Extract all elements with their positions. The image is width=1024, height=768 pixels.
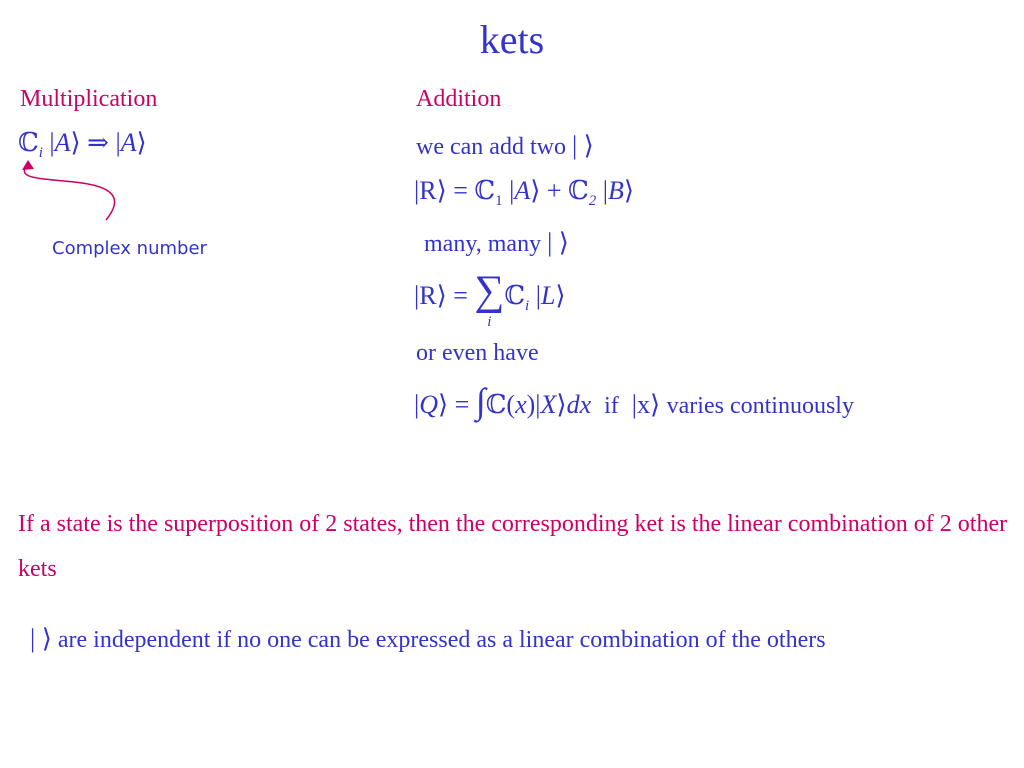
integral-symbol: ∫: [475, 381, 486, 421]
superposition-paragraph: If a state is the superposition of 2 states, then the corresponding ket is the linear combination of 2 other kets: [18, 511, 1008, 582]
ket-angle: ⟩: [70, 128, 81, 157]
summation-index: i: [487, 314, 492, 330]
slide-title: kets: [479, 17, 545, 62]
ket-bar: |: [414, 176, 420, 205]
differential-dx: dx: [566, 390, 592, 419]
coef-subscript: 1: [495, 193, 503, 209]
empty-ket: | ⟩: [30, 624, 52, 653]
coef-subscript: 2: [588, 193, 597, 209]
add-two-text: we can add two: [416, 134, 566, 160]
independence-text: are independent if no one can be expressed as a linear combination of the others: [57, 627, 826, 653]
empty-ket: | ⟩: [547, 228, 569, 257]
empty-ket: | ⟩: [571, 131, 594, 160]
ket-symbol: A: [120, 128, 137, 157]
complex-coefficient: ℂ: [504, 281, 526, 310]
many-text: many, many: [424, 231, 542, 257]
ket-angle: ⟩: [650, 390, 661, 419]
complex-coefficient: ℂ: [474, 176, 496, 205]
if-text: if: [604, 393, 619, 419]
implies-symbol: ⇒: [87, 128, 109, 157]
equals-sign: =: [454, 390, 470, 419]
ket-B: B: [607, 176, 624, 205]
ket-symbol: A: [54, 128, 71, 157]
ket-bar: |: [509, 176, 515, 205]
varies-continuously-text: varies continuously: [666, 393, 854, 419]
ket-Q: Q: [419, 390, 438, 419]
many-line: [424, 228, 569, 258]
variable-x: x: [515, 390, 527, 419]
annotation-arrow: [14, 158, 124, 228]
ket-bar: |: [115, 128, 121, 157]
ket-angle: ⟩: [530, 176, 541, 205]
ket-R: R: [419, 281, 437, 310]
coef-subscript: i: [525, 298, 530, 314]
complex-coefficient: ℂ: [18, 128, 39, 157]
multiplication-heading: Multiplication: [20, 86, 158, 112]
ket-L: L: [540, 281, 556, 310]
ket-angle: ⟩: [555, 281, 566, 310]
independence-line: [30, 624, 826, 654]
ket-angle: ⟩: [623, 176, 634, 205]
ket-x: x: [637, 390, 650, 419]
multiplication-expression: [18, 128, 147, 161]
ket-bar: |: [631, 390, 637, 419]
sum-equation: [414, 268, 566, 330]
ket-bar: |: [49, 128, 55, 157]
ket-angle: ⟩: [136, 128, 147, 157]
coef-subscript: i: [38, 145, 43, 161]
plus-sign: +: [546, 176, 562, 205]
ket-R: R: [419, 176, 437, 205]
ket-bar: |: [602, 176, 608, 205]
integral-equation: |Q⟩ = ∫ℂ(x)|X⟩dx if |x⟩ varies continuously: [414, 381, 854, 421]
ket-angle: ⟩: [436, 281, 447, 310]
equals-sign: =: [453, 281, 468, 310]
ket-A: A: [514, 176, 531, 205]
sum-two-kets-equation: [414, 176, 634, 209]
add-two-line: [416, 131, 594, 161]
ket-angle: ⟩: [438, 390, 449, 419]
ket-X: X: [540, 390, 557, 419]
ket-bar: |: [414, 281, 420, 310]
ket-angle: ⟩: [556, 390, 567, 419]
or-even-have-text: or even have: [416, 340, 539, 366]
ket-angle: ⟩: [436, 176, 447, 205]
equals-sign: =: [453, 176, 468, 205]
ket-bar: |: [535, 390, 541, 419]
complex-function: ℂ: [485, 390, 507, 419]
addition-heading: Addition: [416, 86, 502, 112]
complex-coefficient: ℂ: [568, 176, 589, 205]
ket-bar: |: [535, 281, 541, 310]
complex-number-label: Complex number: [52, 238, 207, 259]
summation-symbol: ∑: [474, 268, 505, 314]
ket-bar: |: [414, 390, 420, 419]
